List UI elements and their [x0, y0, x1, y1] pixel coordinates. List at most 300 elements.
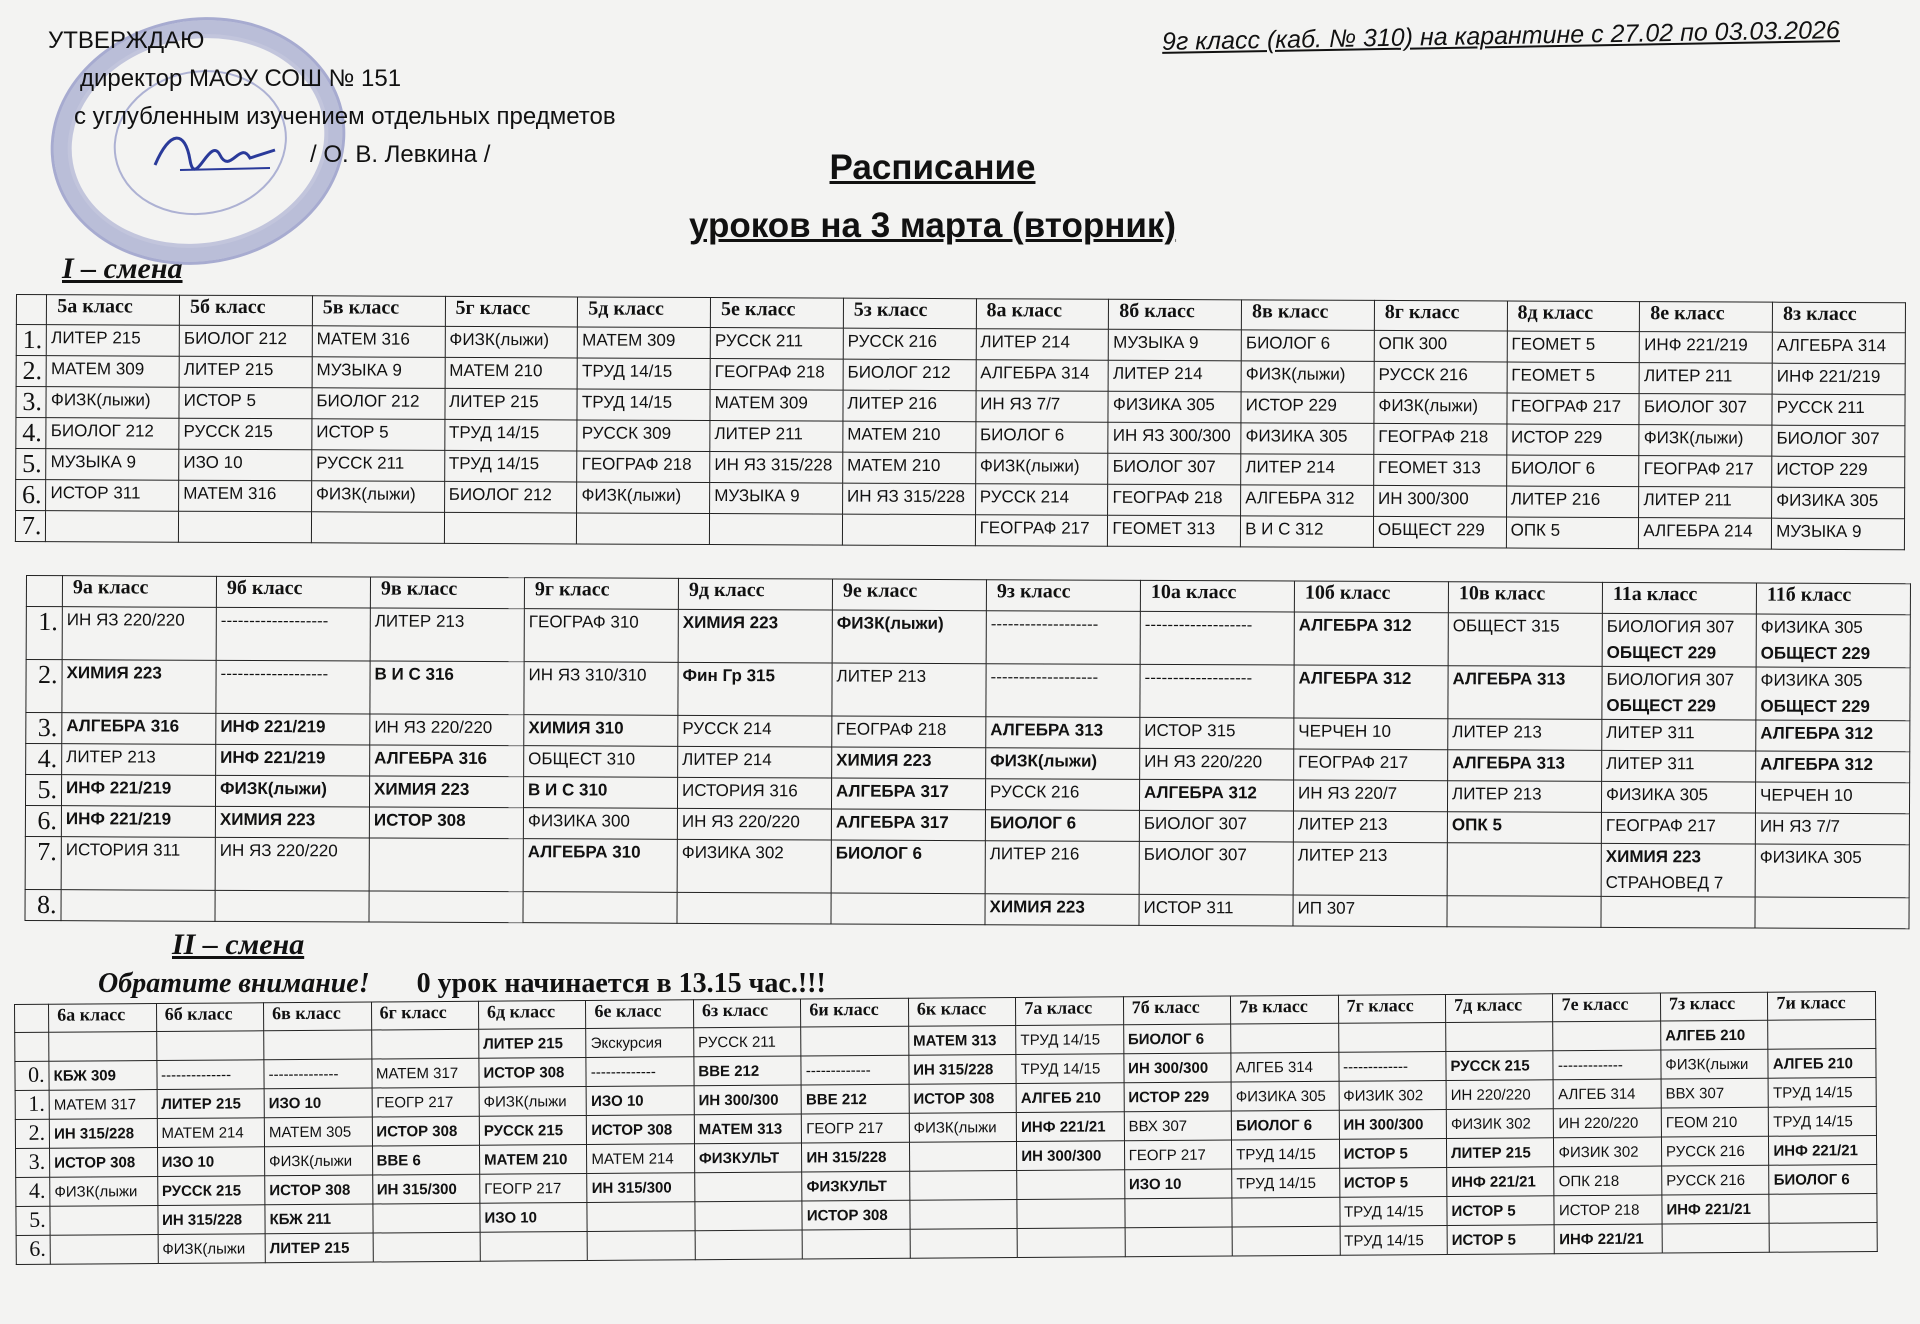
lesson-text: ЛИТЕР 214: [1113, 363, 1203, 384]
lesson-line: ИСТОР 311: [1143, 897, 1234, 918]
lesson-cell: [46, 418, 179, 450]
lesson-cell: [909, 1084, 1017, 1114]
lesson-line: ИСТОРИЯ 316: [682, 780, 798, 801]
lesson-text: БИОЛОГ 6: [1510, 458, 1596, 478]
lesson-cell: [1448, 719, 1602, 751]
lesson-cell: [1139, 841, 1293, 895]
lesson-text: ИН 300/300: [1377, 488, 1469, 509]
lesson-line: ЛИТЕР 213: [1297, 845, 1388, 865]
lesson-text: [714, 514, 838, 515]
lesson-text: МУЗЫКА 9: [50, 452, 137, 472]
lesson-line: ОБЩЕСТ 315: [1452, 616, 1560, 636]
lesson-number: 0.: [15, 1061, 49, 1090]
lesson-text: ЛИТЕР 215: [483, 1035, 563, 1053]
lesson-text: АЛГЕБРА 314: [980, 363, 1090, 383]
lesson-text: [699, 1204, 797, 1205]
lesson-cell: [264, 1059, 372, 1089]
lesson-cell: [179, 480, 312, 512]
lesson-cell: [802, 1200, 910, 1230]
lesson-text: [55, 1237, 153, 1238]
lesson-text: [699, 1175, 797, 1176]
lesson-text: ИСТОР 308: [54, 1154, 136, 1172]
lesson-cell: [215, 806, 369, 838]
lesson-cell: [1755, 782, 1909, 814]
lesson-cell: [588, 1231, 696, 1261]
lesson-text: АЛГЕБ 210: [1665, 1026, 1746, 1045]
lesson-line: ОПК 5: [1451, 815, 1502, 835]
lesson-cell: [843, 390, 976, 422]
lesson-text: [1667, 1226, 1765, 1227]
lesson-cell: [1662, 1194, 1770, 1224]
lesson-cell: [1124, 1111, 1232, 1141]
lesson-text: ИН 220/220: [1558, 1114, 1639, 1133]
lesson-cell: [179, 418, 312, 450]
lesson-cell: [1772, 332, 1905, 364]
lesson-line: ФИЗК(лыжи): [836, 613, 944, 634]
lesson-cell: [975, 484, 1108, 516]
lesson-cell: [1506, 455, 1639, 487]
lesson-cell: [265, 1146, 373, 1176]
lesson-text: ГЕОГР 217: [484, 1180, 562, 1198]
lesson-text: ВВЕ 212: [805, 1091, 867, 1109]
lesson-text: МУЗЫКА 9: [714, 486, 800, 506]
row-number-header: [16, 295, 47, 325]
lesson-cell: [710, 328, 843, 360]
lesson-cell: [1447, 781, 1601, 813]
lesson-cell: [47, 325, 180, 357]
lesson-line: В И С 310: [528, 780, 608, 800]
lesson-text: ИНФ 221/219: [1776, 366, 1881, 387]
lesson-cell: [1108, 484, 1241, 516]
lesson-cell: [524, 746, 678, 778]
lesson-text: ОПК 218: [1558, 1172, 1620, 1191]
lesson-text: [1022, 1230, 1120, 1231]
lesson-cell: [1017, 1228, 1125, 1258]
lesson-text: [914, 1173, 1012, 1174]
lesson-cell: [577, 358, 710, 390]
lesson-cell: [1017, 1112, 1125, 1142]
lesson-text: ИСТОР 308: [913, 1090, 995, 1108]
lesson-text: ТРУД 14/15: [1020, 1060, 1101, 1078]
lesson-text: ФИЗК(лыжи: [162, 1240, 246, 1258]
lesson-cell: [710, 483, 843, 515]
lesson-text: ВВЕ 212: [698, 1062, 760, 1081]
lesson-cell: [1232, 1139, 1340, 1169]
lesson-cell: [832, 663, 986, 717]
lesson-line: -------------------: [1144, 667, 1253, 688]
class-header: 7б класс: [1123, 996, 1231, 1025]
class-header: 7а класс: [1016, 997, 1124, 1026]
lesson-cell: [908, 1026, 1016, 1056]
lesson-cell: [46, 511, 179, 543]
lesson-cell: [1506, 517, 1639, 549]
lesson-cell: [216, 713, 370, 745]
lesson-number: 2.: [16, 356, 47, 387]
lesson-text: [1129, 1201, 1227, 1202]
lesson-line: ЛИТЕР 311: [1606, 722, 1695, 743]
lesson-line: ЛИТЕР 213: [1297, 814, 1388, 834]
lesson-cell: [1768, 1020, 1876, 1050]
lesson-line: ОБЩЕСТ 310: [528, 749, 636, 769]
lesson-text: [485, 1234, 583, 1235]
lesson-line: ИСТОР 308: [373, 810, 466, 830]
lesson-text: РУССК 215: [161, 1182, 242, 1200]
lesson-cell: [480, 1174, 588, 1204]
approval-line-1: УТВЕРЖДАЮ: [48, 27, 205, 54]
class-header: 10а класс: [1140, 580, 1294, 612]
lesson-text: ЛИТЕР 214: [1245, 457, 1335, 477]
lesson-cell: [1772, 425, 1905, 457]
class-header: 5б класс: [180, 295, 313, 326]
lesson-cell: [986, 664, 1140, 718]
lesson-text: МАТЕМ 210: [483, 1151, 568, 1169]
lesson-cell: [1768, 1078, 1876, 1108]
lesson-number: 5.: [16, 449, 47, 480]
lesson-text: [806, 1029, 904, 1030]
lesson-cell: [49, 1032, 157, 1062]
lesson-cell: [1016, 1025, 1124, 1055]
lesson-line: ЛИТЕР 213: [374, 611, 465, 631]
lesson-cell: [444, 419, 577, 451]
class-header: 7з класс: [1660, 992, 1768, 1021]
lesson-cell: [371, 1058, 479, 1088]
lesson-line: ИНФ 221/219: [66, 778, 172, 798]
lesson-cell: [710, 390, 843, 422]
lesson-number: 8.: [25, 889, 61, 920]
shift-2-label: II – смена: [172, 928, 305, 961]
lesson-cell: [1553, 1021, 1661, 1051]
lesson-cell: [1241, 361, 1374, 393]
lesson-cell: [1294, 718, 1448, 750]
lesson-cell: [479, 1029, 587, 1059]
lesson-line: ЛИТЕР 213: [1452, 722, 1542, 742]
lesson-line: ИП 307: [1297, 898, 1356, 918]
lesson-number: 6.: [16, 480, 47, 511]
lesson-cell: [373, 1232, 481, 1262]
lesson-text: МАТЕМ 309: [51, 359, 145, 379]
lesson-cell: [1448, 666, 1602, 720]
lesson-text: ИН ЯЗ 315/228: [714, 455, 833, 475]
lesson-cell: [1447, 1167, 1555, 1197]
lesson-text: ВВХ 307: [1665, 1085, 1725, 1103]
lesson-cell: [832, 610, 986, 664]
lesson-line: АЛГЕБРА 312: [1298, 668, 1412, 689]
lesson-cell: [46, 449, 179, 481]
lesson-text: [1774, 1225, 1873, 1226]
lesson-text: [1022, 1201, 1120, 1202]
lesson-cell: [61, 806, 215, 838]
lesson-cell: [1554, 1108, 1662, 1138]
lesson-cell: [1639, 456, 1772, 488]
lesson-cell: [372, 1145, 480, 1175]
lesson-cell: [985, 779, 1139, 811]
lesson-cell: [216, 744, 370, 776]
lesson-cell: [831, 840, 985, 894]
lesson-line: [374, 839, 519, 840]
lesson-line: ФИЗИКА 305: [1606, 784, 1709, 805]
lesson-cell: [1772, 363, 1905, 395]
lesson-cell: [524, 715, 678, 747]
class-header: 9г класс: [524, 578, 678, 610]
lesson-text: ИН 315/228: [53, 1125, 135, 1143]
lesson-text: ФИЗИКА 305: [1245, 426, 1348, 446]
lesson-line: [1760, 898, 1905, 899]
lesson-text: ГЕОМ 210: [1665, 1113, 1738, 1132]
lesson-text: ФИЗК(лыжи: [913, 1119, 997, 1137]
lesson-text: АЛГЕБ 210: [1020, 1089, 1101, 1107]
lesson-text: МАТЕМ 313: [912, 1032, 997, 1050]
lesson-text: --------------: [268, 1065, 339, 1084]
lesson-text: ИНФ 221/21: [1559, 1230, 1644, 1249]
lesson-cell: [369, 776, 523, 808]
lesson-cell: [1339, 1168, 1447, 1198]
class-header: 7г класс: [1338, 995, 1446, 1024]
lesson-cell: [61, 890, 215, 922]
lesson-text: -------------: [805, 1062, 871, 1080]
lesson-cell: [1016, 1083, 1124, 1113]
lesson-line: ЧЕРЧЕН 10: [1298, 721, 1391, 741]
lesson-text: ГЕОГРАФ 217: [979, 518, 1090, 538]
lesson-line: АЛГЕБРА 313: [1452, 753, 1566, 773]
lesson-text: ГЕОГРАФ 218: [1378, 426, 1489, 447]
lesson-cell: [577, 482, 710, 514]
lesson-cell: [694, 1085, 802, 1115]
lesson-cell: [1108, 453, 1241, 485]
lesson-text: ФИЗК(лыжи: [54, 1183, 138, 1201]
lesson-text: ИСТОР 229: [1245, 395, 1337, 415]
lesson-line: АЛГЕБРА 312: [1298, 615, 1412, 636]
lesson-cell: [1293, 895, 1447, 927]
class-header: 6к класс: [908, 998, 1016, 1027]
class-header: 10б класс: [1294, 581, 1448, 613]
lesson-text: [581, 513, 705, 514]
lesson-cell: [1769, 1136, 1877, 1166]
lesson-text: РУССК 215: [483, 1122, 564, 1140]
lesson-line: ХИМИЯ 223: [219, 809, 316, 830]
lesson-cell: [1016, 1054, 1124, 1084]
lesson-cell: [46, 387, 179, 419]
lesson-text: ЛИТЕР 215: [161, 1095, 242, 1113]
lesson-cell: [156, 1060, 264, 1090]
lesson-cell: [524, 662, 678, 716]
lesson-line: ЛИТЕР 213: [66, 747, 156, 767]
lesson-line: ИН ЯЗ 220/220: [374, 717, 493, 738]
lesson-text: БИОЛОГ 6: [979, 425, 1065, 445]
lesson-text: [1774, 1196, 1873, 1197]
class-header: 7в класс: [1231, 995, 1339, 1024]
lesson-cell: [1241, 330, 1374, 362]
lesson-cell: [1373, 485, 1506, 517]
lesson-text: ГЕОГРАФ 218: [714, 362, 825, 382]
lesson-cell: [480, 1232, 588, 1262]
lesson-text: ЛИТЕР 215: [183, 359, 274, 380]
lesson-text: ИСТОР 308: [376, 1122, 458, 1141]
lesson-cell: [1339, 1139, 1447, 1169]
lesson-cell: [49, 1061, 157, 1091]
lesson-text: ФИЗК(лыжи): [315, 484, 416, 504]
lesson-cell: [1507, 331, 1640, 363]
lesson-line: ФИЗИКА 305: [1760, 617, 1863, 638]
lesson-cell: [158, 1205, 266, 1235]
lesson-cell: [312, 450, 445, 482]
class-header: 5в класс: [312, 296, 445, 327]
lesson-text: [183, 512, 307, 513]
lesson-cell: [1448, 750, 1602, 782]
lesson-cell: [1639, 394, 1772, 426]
lesson-line: [66, 890, 211, 891]
lesson-cell: [445, 326, 578, 358]
lesson-cell: [1446, 1080, 1554, 1110]
attention-text: 0 урок начинается в 13.15 час.!!!: [416, 968, 826, 999]
lesson-text: [50, 511, 174, 512]
lesson-text: ИСТОР 308: [591, 1121, 673, 1139]
lesson-cell: [1294, 749, 1448, 781]
lesson-cell: [1125, 1227, 1233, 1257]
lesson-line: БИОЛОГ 307: [1143, 844, 1247, 865]
lesson-cell: [976, 360, 1109, 392]
lesson-line: АЛГЕБРА 313: [1452, 669, 1566, 689]
lesson-cell: [215, 775, 369, 807]
lesson-text: МУЗЫКА 9: [316, 360, 402, 380]
lesson-cell: [802, 1171, 910, 1201]
row-number-header: [15, 1004, 49, 1032]
lesson-text: ФИЗК(лыжи): [979, 456, 1080, 476]
class-header: 8з класс: [1772, 302, 1905, 333]
lesson-text: БИОЛОГ 212: [183, 328, 288, 349]
lesson-cell: [62, 713, 216, 745]
lesson-cell: [1601, 781, 1755, 813]
lesson-text: РУССК 216: [1665, 1142, 1745, 1161]
lesson-text: АЛГЕБРА 314: [1776, 335, 1887, 356]
class-header: 5е класс: [711, 298, 844, 329]
lesson-text: ГЕОМЕТ 313: [1112, 518, 1216, 539]
lesson-text: ИСТОР 218: [1558, 1201, 1640, 1220]
lesson-text: [268, 1033, 366, 1034]
lesson-cell: [986, 748, 1140, 780]
lesson-line: БИОЛОГИЯ 307: [1606, 616, 1735, 637]
lesson-cell: [1293, 811, 1447, 843]
lesson-line: ИСТОРИЯ 311: [65, 840, 181, 860]
lesson-cell: [50, 1177, 158, 1207]
lesson-text: РУССК 216: [1378, 364, 1468, 385]
class-header: 6в класс: [264, 1002, 372, 1031]
lesson-text: ИЗО 10: [161, 1153, 215, 1171]
lesson-cell: [444, 450, 577, 482]
lesson-text: ИЗО 10: [591, 1092, 644, 1110]
lesson-line: ИН ЯЗ 7/7: [1759, 816, 1841, 836]
lesson-text: ФИЗК(лыжи): [1643, 428, 1744, 448]
lesson-cell: [50, 1235, 158, 1265]
lesson-line: АЛГЕБРА 316: [66, 716, 180, 736]
lesson-text: ИН 315/228: [162, 1211, 243, 1229]
lesson-text: ОПК 5: [1510, 520, 1561, 540]
lesson-text: [1235, 1026, 1333, 1027]
lesson-text: РУССК 309: [581, 423, 672, 443]
lesson-text: ЛИТЕР 215: [269, 1239, 350, 1258]
lesson-cell: [975, 422, 1108, 454]
lesson-cell: [577, 513, 710, 545]
lesson-text: ИЗО 10: [183, 452, 243, 472]
lesson-cell: [1447, 1196, 1555, 1226]
lesson-text: ЛИТЕР 214: [980, 332, 1071, 352]
lesson-text: ЛИТЕР 215: [1451, 1144, 1531, 1162]
lesson-text: [377, 1235, 475, 1236]
lesson-cell: [1448, 613, 1602, 667]
lesson-cell: [265, 1233, 373, 1263]
lesson-line: ИН ЯЗ 220/220: [219, 840, 338, 861]
lesson-line: [220, 891, 365, 892]
lesson-text: ГЕОГРАФ 217: [1511, 396, 1622, 417]
lesson-cell: [1140, 748, 1294, 780]
lesson-cell: [1507, 362, 1640, 394]
lesson-line: [1452, 843, 1597, 844]
lesson-cell: [1123, 1024, 1231, 1054]
lesson-text: ИН 315/228: [913, 1061, 994, 1079]
lesson-cell: [264, 1117, 372, 1147]
lesson-cell: [179, 511, 312, 543]
lesson-text: БИОЛОГ 6: [1773, 1171, 1850, 1189]
lesson-cell: [311, 481, 444, 513]
lesson-text: ИН 220/220: [1450, 1086, 1531, 1104]
lesson-text: [592, 1233, 690, 1234]
lesson-text: БИОЛОГ 6: [1127, 1030, 1205, 1049]
lesson-cell: [372, 1174, 480, 1204]
lesson-text: ИСТОР 5: [183, 390, 257, 411]
lesson-number: 1.: [26, 607, 62, 660]
lesson-text: ГЕОГРАФ 218: [581, 454, 692, 474]
lesson-cell: [677, 777, 831, 809]
class-header: 6и класс: [801, 998, 909, 1027]
lesson-cell: [1017, 1170, 1125, 1200]
lesson-cell: [312, 357, 445, 389]
lesson-cell: [1338, 1023, 1446, 1053]
lesson-line: ОБЩЕСТ 229: [1606, 642, 1717, 663]
lesson-line: -------------------: [1144, 614, 1253, 635]
lesson-cell: [312, 326, 445, 358]
lesson-text: БИОЛОГ 6: [1235, 1116, 1313, 1135]
lesson-line: ИН ЯЗ 220/220: [681, 811, 800, 832]
lesson-cell: [1294, 665, 1448, 719]
lesson-text: [377, 1206, 475, 1207]
lesson-text: МАТЕМ 316: [183, 483, 277, 504]
class-header: 9д класс: [678, 578, 832, 610]
lesson-cell: [909, 1142, 1017, 1172]
lesson-cell: [479, 1145, 587, 1175]
lesson-text: ИСТОР 229: [1510, 427, 1603, 447]
lesson-text: МАТЕМ 316: [316, 329, 410, 349]
header-block: [0, 0, 1920, 290]
lesson-cell: [1374, 454, 1507, 486]
lesson-cell: [678, 609, 832, 663]
lesson-cell: [1602, 613, 1756, 667]
lesson-line: ОБЩЕСТ 229: [1606, 695, 1716, 716]
schedule-table-grades-6-7: [14, 991, 1878, 1265]
lesson-text: -------------: [590, 1063, 656, 1081]
lesson-text: ИСТОР 311: [50, 483, 141, 503]
lesson-cell: [157, 1089, 265, 1119]
lesson-cell: [1124, 1053, 1232, 1083]
lesson-cell: [801, 1055, 909, 1085]
lesson-cell: [369, 807, 523, 839]
lesson-cell: [371, 1029, 479, 1059]
lesson-row: [26, 607, 1910, 668]
lesson-cell: [1374, 392, 1507, 424]
lesson-cell: [1772, 394, 1905, 426]
lesson-text: ГЕОМЕТ 313: [1378, 457, 1481, 478]
lesson-cell: [1140, 717, 1294, 749]
lesson-cell: [587, 1144, 695, 1174]
lesson-text: [1450, 1024, 1548, 1025]
